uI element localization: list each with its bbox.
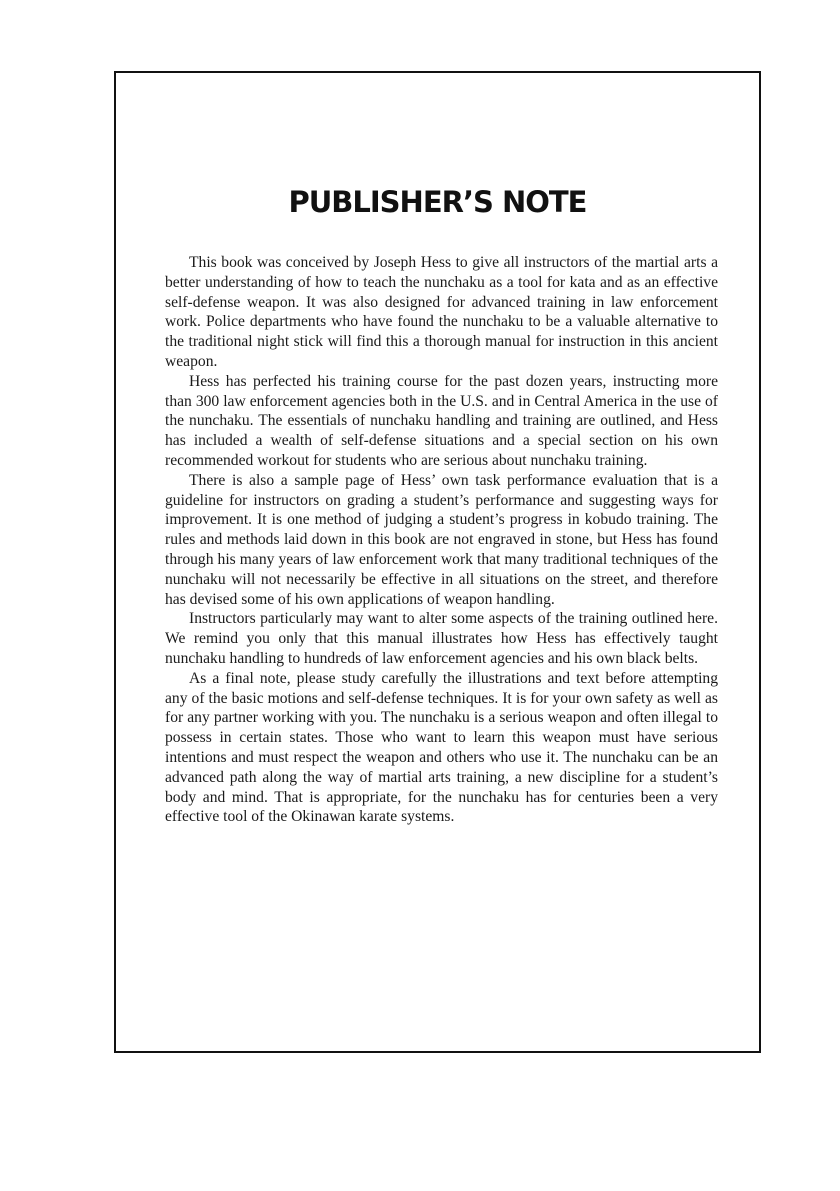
paragraph: Hess has perfected his training course for the past dozen years, instructing more than 300 law enforcement agencies both in the U.S. and in Central America in the use of the nunchaku. The essentials of nunchaku handling and training are outlined, and Hess has included a wealth of self-defense situations and a special section on his own recommended workout for students who are serious about nunchaku training.: [165, 372, 718, 469]
paragraph: This book was conceived by Joseph Hess to give all instructors of the martial arts a better understanding of how to teach the nunchaku as a tool for kata and as an effective self-defense weapon. It was also designed for advanced training in law enforcement work. Police departments who have found the nunchaku to be a valuable alternative to the traditional night stick will find this a thorough manual for instruction in this ancient weapon.: [165, 254, 718, 370]
paragraph: As a final note, please study carefully the illustrations and text before attempting any of the basic motions and self-defense techniques. It is for your own safety as well as for any partner working with you. The nunchaku is a serious weapon and often illegal to possess in certain states. Those who want to learn this weapon must have serious intentions and must respect the weapon and others who use it. The nunchaku can be an advanced path along the way of martial arts training, a new discipline for a student’s body and mind. That is appropriate, for the nunchaku has for centuries been a very effective tool of the Okinawan karate systems.: [165, 669, 718, 826]
paragraph: There is also a sample page of Hess’ own task performance evaluation that is a guideline for instructors on grading a student’s performance and suggesting ways for improvement. It is one method of judging a student’s progress in kobudo training. The rules and methods laid down in this book are not engraved in stone, but Hess has found through his many years of law enforcement work that many traditional techniques of the nunchaku will not necessarily be effective in all situations on the street, and therefore has devised some of his own applications of weapon handling.: [165, 471, 718, 608]
page-border: [114, 71, 761, 1053]
page-title: PUBLISHER’S NOTE: [288, 185, 587, 219]
note-body: [165, 253, 718, 827]
paragraph: Instructors particularly may want to alter some aspects of the training outlined here. We remind you only that this manual illustrates how Hess has effectively taught nunchaku handling to hundreds of law enforcement agencies and his own black belts.: [165, 610, 718, 667]
